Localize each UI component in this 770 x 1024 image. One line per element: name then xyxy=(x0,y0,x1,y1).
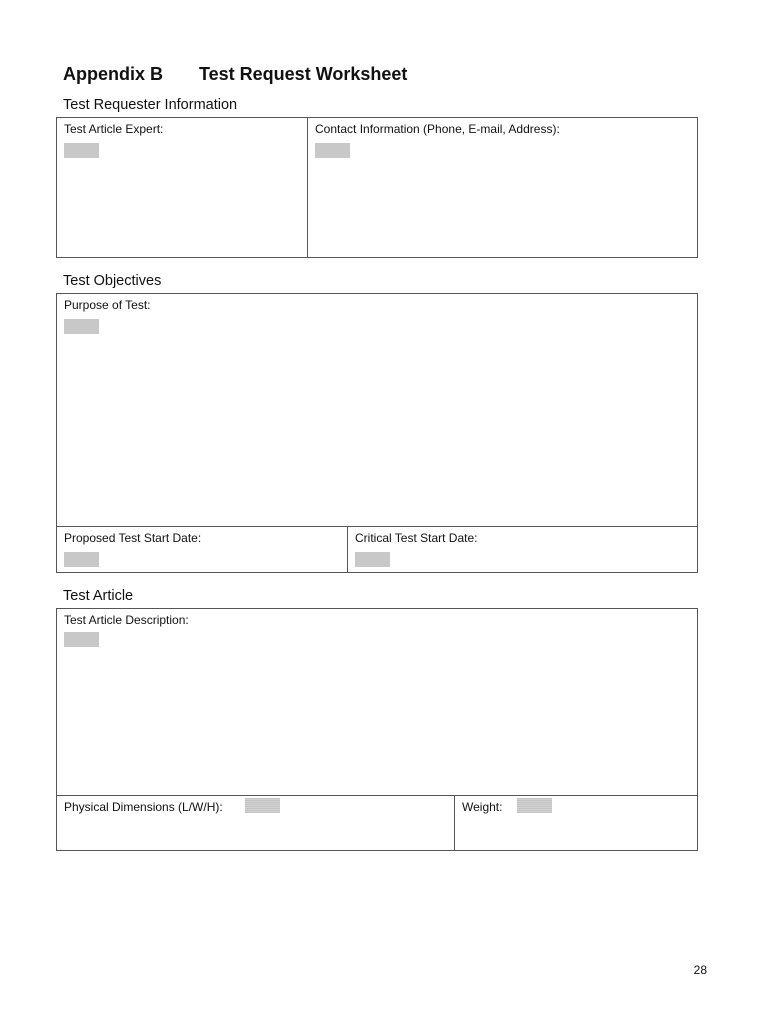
weight-input[interactable] xyxy=(517,798,552,813)
article-heading: Test Article xyxy=(63,588,134,604)
critical-date-input[interactable] xyxy=(355,552,390,567)
requester-table xyxy=(56,117,698,258)
objectives-table xyxy=(56,293,698,573)
start-date-input[interactable] xyxy=(64,552,99,567)
contact-label: Contact Information (Phone, E-mail, Address): xyxy=(315,122,560,136)
objectives-heading: Test Objectives xyxy=(63,273,162,289)
article-table xyxy=(56,608,698,851)
contact-input[interactable] xyxy=(315,143,350,158)
description-cell xyxy=(57,609,697,795)
requester-heading: Test Requester Information xyxy=(63,97,238,113)
expert-label: Test Article Expert: xyxy=(64,122,164,136)
dimensions-input[interactable] xyxy=(245,798,280,813)
expert-cell xyxy=(57,118,307,257)
page-number: 28 xyxy=(693,963,707,977)
purpose-label: Purpose of Test: xyxy=(64,298,151,312)
weight-label: Weight: xyxy=(462,800,503,814)
appendix-label: Appendix B xyxy=(63,64,164,84)
weight-cell xyxy=(454,795,697,850)
critical-date-cell xyxy=(347,526,697,572)
critical-date-label: Critical Test Start Date: xyxy=(355,531,478,545)
worksheet-title: Test Request Worksheet xyxy=(199,64,408,84)
start-date-cell xyxy=(57,526,347,572)
expert-input[interactable] xyxy=(64,143,99,158)
description-label: Test Article Description: xyxy=(64,613,189,627)
page-title xyxy=(63,64,408,85)
purpose-cell xyxy=(57,294,697,526)
description-input[interactable] xyxy=(64,632,99,647)
dimensions-cell xyxy=(57,795,454,850)
purpose-input[interactable] xyxy=(64,319,99,334)
contact-cell xyxy=(307,118,697,257)
start-date-label: Proposed Test Start Date: xyxy=(64,531,202,545)
dimensions-label: Physical Dimensions (L/W/H): xyxy=(64,800,223,814)
